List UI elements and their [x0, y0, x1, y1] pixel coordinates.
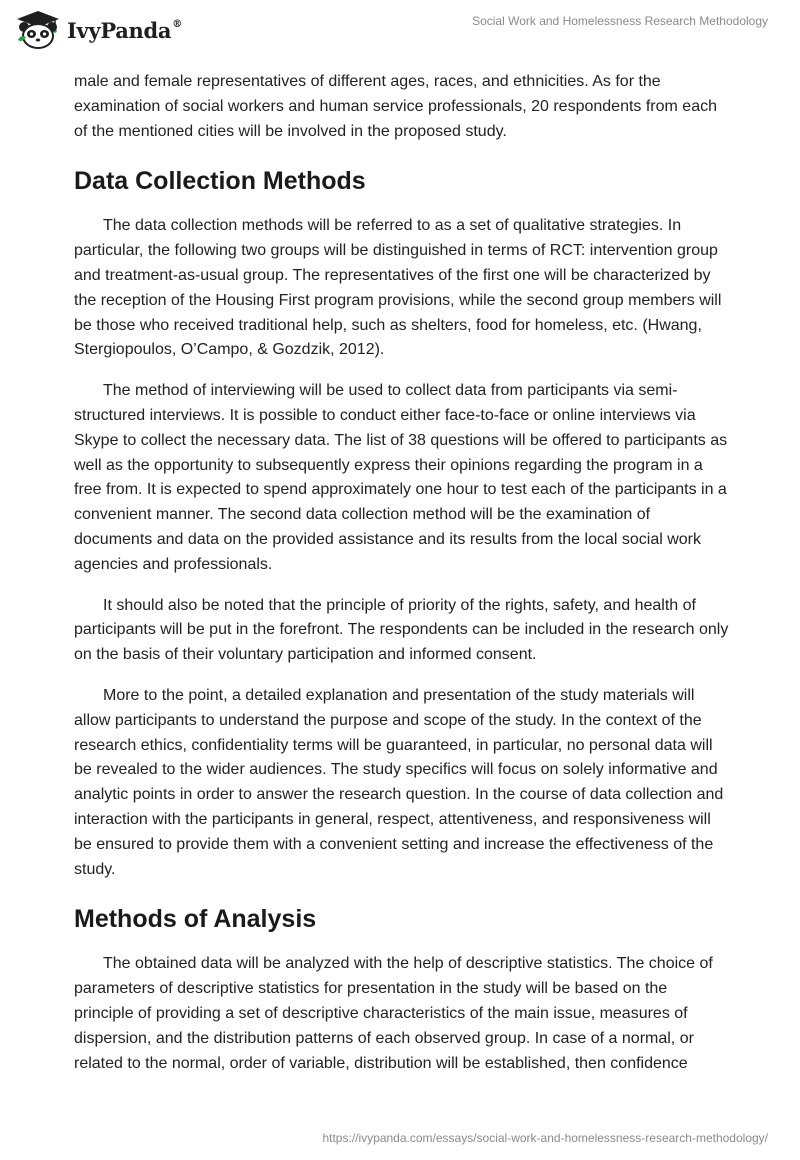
page-header [0, 0, 800, 62]
section-heading-methods-of-analysis: Methods of Analysis [74, 905, 317, 934]
source-url-link[interactable]: https://ivypanda.com/essays/social-work-and-homelessness-research-methodology/ [322, 1131, 768, 1145]
brand-name: IvyPanda® [67, 17, 182, 43]
paragraph: The obtained data will be analyzed with the help of descriptive statistics. The choice of parameters of descriptive statistics for presentation in the study will be based on the principle of providing a set of descriptive characteristics of the main issue, measures of dispersion, and the distribution patterns of each observed group. In case of a normal, or related to the normal, order of variable, distribution will be established, then confidence [74, 955, 713, 1072]
paragraph: More to the point, a detailed explanation and presentation of the study materials will allow participants to understand the purpose and scope of the study. In the context of the research ethics, confidentiality terms will be guaranteed, in particular, no personal data will be revealed to the wider audiences. The study specifics will focus on solely informative and analytic points in order to answer the research question. In the course of data collection and interaction with the participants in general, respect, attentiveness, and responsiveness will be ensured to provide them with a convenient setting and increase the effectiveness of the study. [74, 686, 724, 878]
panda-graduation-cap-icon [15, 10, 61, 50]
essay-body [74, 70, 730, 1092]
paragraph: It should also be noted that the principle of priority of the rights, safety, and health of participants will be put in the forefront. The respondents can be included in the research only on the basis of their voluntary participation and informed consent. [74, 596, 729, 664]
document-title: Social Work and Homelessness Research Methodology [472, 14, 768, 28]
brand-logo[interactable] [15, 10, 182, 50]
intro-paragraph: male and female representatives of different ages, races, and ethnicities. As for the examination of social workers and human service professionals, 20 respondents from each of the mentioned cities will be involved in the proposed study. [74, 73, 717, 140]
section-heading-data-collection: Data Collection Methods [74, 167, 366, 196]
paragraph: The data collection methods will be referred to as a set of qualitative strategies. In particular, the following two groups will be distinguished in terms of RCT: intervention group and treatment-as-usual group. The representatives of the first one will be characterized by the reception of the Housing First program provisions, while the second group members will be those who received traditional help, such as shelters, food for homeless, etc. (Hwang, Stergiopoulos, O’Campo, & Gozdzik, 2012). [74, 217, 722, 359]
paragraph: The method of interviewing will be used to collect data from participants via semi-structured interviews. It is possible to conduct either face-to-face or online interviews via Skype to collect the necessary data. The list of 38 questions will be offered to participants as well as the opportunity to subsequently express their opinions regarding the program in a free from. It is expected to spend approximately one hour to test each of the participants in a convenient manner. The second data collection method will be the examination of documents and data on the provided assistance and its results from the local social work agencies and professionals. [74, 382, 728, 573]
